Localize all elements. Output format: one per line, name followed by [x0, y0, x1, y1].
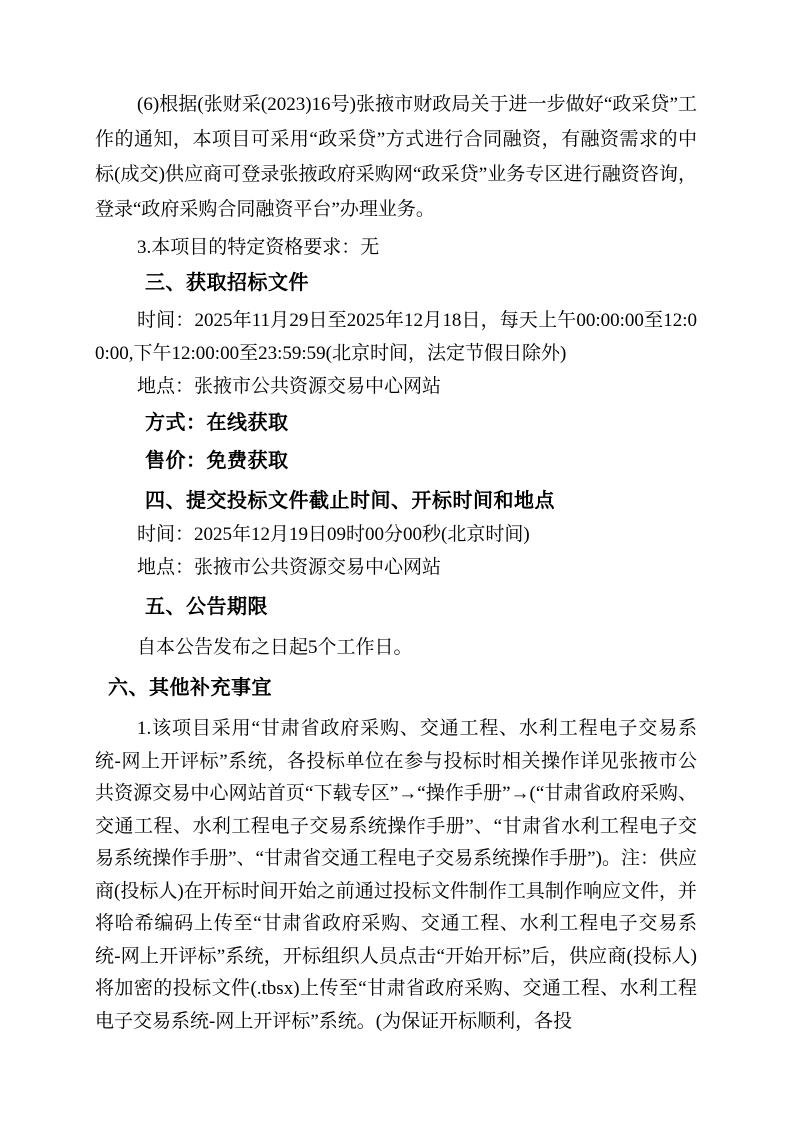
para-obtain-time: 时间：2025年11月29日至2025年12月18日，每天上午00:00:00至12:00:00,下午12:00:00至23:59:59(北京时间，法定节假日除外): [95, 310, 697, 364]
document-content: [95, 87, 697, 1038]
heading-section-6-other-supplementary-matters: 六、其他补充事宜: [108, 677, 272, 699]
heading-section-3-obtain-bid-documents: 三、获取招标文件: [145, 272, 309, 294]
para-deadline-location: 地点：张掖市公共资源交易中心网站: [137, 557, 442, 578]
para-obtain-location: 地点：张掖市公共资源交易中心网站: [137, 376, 442, 397]
heading-obtain-price: 售价：免费获取: [145, 450, 289, 472]
para-supplementary-note-1: 1.该项目采用“甘肃省政府采购、交通工程、水利工程电子交易系统-网上开评标”系统，各投标单位在参与投标时相关操作详见张掖市公共资源交易中心网站首页“下载专区”→“操作手册”→(“甘肃省政府采购、交通工程、水利工程电子交易系统操作手册”、“甘肃省水利工程电子交易系统操作手册”、“甘肃省交通工程电子交易系统操作手册”)。注：供应商(投标人)在开标时间开始之前通过投标文件制作工具制作响应文件，并将哈希编码上传至“甘肃省政府采购、交通工程、水利工程电子交易系统-网上开评标”系统，开标组织人员点击“开始开标”后，供应商(投标人)将加密的投标文件(.tbsx)上传至“甘肃省政府采购、交通工程、水利工程电子交易系统-网上开评标”系统。(为保证开标顺利，各投: [95, 718, 697, 1032]
heading-section-5-announcement-period: 五、公告期限: [145, 596, 268, 618]
heading-section-4-submission-deadline: 四、提交投标文件截止时间、开标时间和地点: [145, 490, 555, 512]
para-specific-qualification: 3.本项目的特定资格要求：无: [137, 237, 380, 258]
para-deadline-time: 时间：2025年12月19日09时00分00秒(北京时间): [137, 524, 530, 545]
para-announcement-period: 自本公告发布之日起5个工作日。: [137, 637, 413, 658]
para-zhengcaidai-financing: (6)根据(张财采(2023)16号)张掖市财政局关于进一步做好“政采贷”工作的通知，本项目可采用“政采贷”方式进行合同融资，有融资需求的中标(成交)供应商可登录张掖政府采购网“政采贷”业务专区进行融资咨询，登录“政府采购合同融资平台”办理业务。: [95, 94, 697, 220]
heading-obtain-method: 方式：在线获取: [145, 412, 289, 434]
